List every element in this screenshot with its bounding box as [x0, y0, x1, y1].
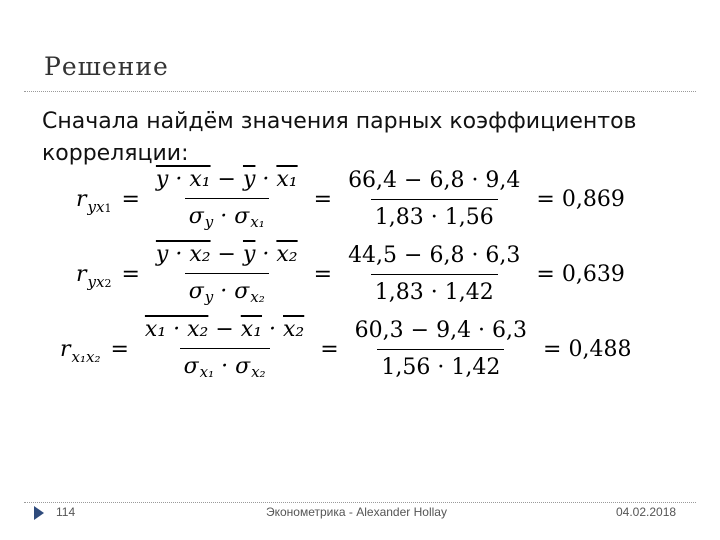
numeric-denominator: 1,83 · 1,42 [371, 274, 498, 307]
footer-date: 04.02.2018 [616, 505, 677, 519]
footer-bullet-icon [34, 506, 44, 520]
formula-r-yx2 [76, 241, 625, 307]
formula-r-x1x2 [60, 316, 631, 382]
equals-sign: = [320, 336, 339, 362]
formula-lhs [76, 261, 112, 291]
slide-title: Решение [44, 52, 169, 81]
formula-lhs [76, 186, 112, 216]
lhs-subscript-index: 1 [104, 201, 112, 215]
lhs-subscript-index: 2 [104, 276, 112, 290]
equals-sign: = [313, 261, 333, 287]
symbolic-numerator: $y \cdot x_1 - \overline{y} \cdot x_1$ [155, 167, 298, 192]
symbolic-denominator: σx₁ · σx₂ [180, 348, 270, 382]
numeric-numerator: 44,5 − 6,8 · 6,3 [348, 242, 521, 268]
symbolic-fraction [152, 241, 302, 307]
formula-result: = 0,488 [543, 336, 632, 362]
formula-result: = 0,869 [536, 186, 625, 212]
numeric-denominator: 1,56 · 1,42 [377, 349, 504, 382]
formula-lhs [60, 336, 101, 366]
lhs-subscript: yx [87, 197, 105, 216]
footer-divider [24, 502, 696, 503]
numeric-numerator: 60,3 − 9,4 · 6,3 [354, 317, 528, 343]
symbolic-denominator: σy · σx₁ [185, 198, 269, 232]
footer-course-title: Эконометрика - Alexander Hollay [266, 505, 447, 519]
formula-result: = 0,639 [536, 261, 625, 287]
numeric-denominator: 1,83 · 1,56 [371, 199, 498, 232]
lhs-subscript: x₁x₂ [71, 347, 101, 366]
symbolic-numerator: x₁ · x₂ − x₁ · x₂ [144, 317, 305, 342]
formula-r-yx1 [76, 166, 625, 232]
equals-sign: = [313, 186, 333, 212]
symbolic-fraction [141, 316, 308, 382]
lhs-symbol: r [76, 186, 87, 212]
symbolic-denominator: σy · σx₂ [185, 273, 269, 307]
lhs-symbol: r [76, 261, 87, 287]
equals-sign: = [110, 336, 129, 362]
numeric-fraction [351, 317, 531, 382]
equals-sign: = [121, 186, 140, 212]
intro-text: Сначала найдём значения парных коэффициентов корреляции: [42, 109, 637, 166]
symbolic-numerator: $y \cdot x_2 - \overline{y} \cdot x_2$ [155, 242, 298, 267]
title-divider [24, 91, 696, 92]
numeric-fraction [344, 242, 524, 307]
symbolic-fraction [152, 166, 302, 232]
numeric-numerator: 66,4 − 6,8 · 9,4 [348, 167, 521, 193]
lhs-subscript: yx [87, 272, 105, 291]
numeric-fraction [344, 167, 524, 232]
lhs-symbol: r [60, 336, 71, 362]
page-number: 114 [56, 505, 76, 519]
equals-sign: = [121, 261, 140, 287]
